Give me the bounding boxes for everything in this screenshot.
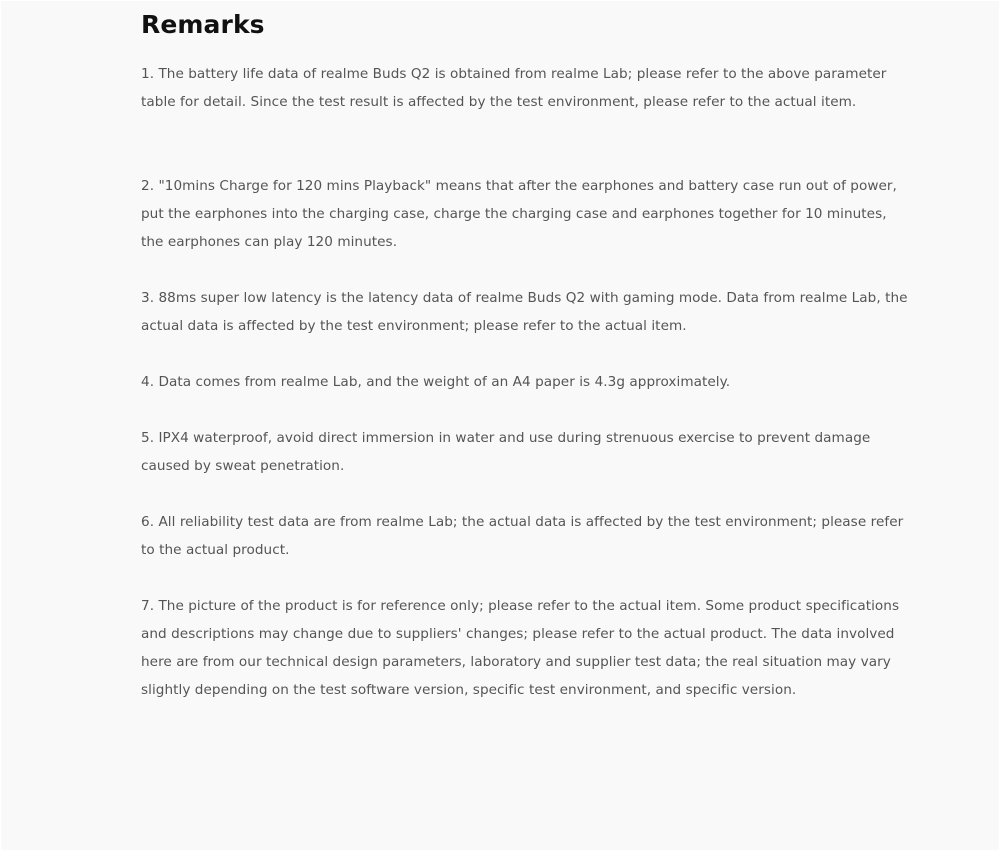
remark-line: the earphones can play 120 minutes. bbox=[141, 234, 398, 250]
remark-item-1 bbox=[141, 60, 887, 116]
remarks-page bbox=[1, 1, 999, 850]
remark-item-4 bbox=[141, 368, 871, 396]
remark-line: 4. Data comes from realme Lab, and the weight of an A4 paper is 4.3g approximately. bbox=[141, 374, 731, 390]
remark-line: 3. 88ms super low latency is the latency data of realme Buds Q2 with gaming mode. Data from realme Lab, the bbox=[141, 290, 908, 306]
remark-item-3 bbox=[141, 284, 908, 340]
remark-item-5 bbox=[141, 424, 871, 480]
remark-line: 6. All reliability test data are from realme Lab; the actual data is affected by the test environment; please refer bbox=[141, 514, 904, 530]
page-title: Remarks bbox=[141, 10, 265, 39]
remark-line: 2. "10mins Charge for 120 mins Playback" means that after the earphones and battery case run out of power, bbox=[141, 178, 897, 194]
remark-line: actual data is affected by the test environment; please refer to the actual item. bbox=[141, 318, 687, 334]
remark-line: to the actual product. bbox=[141, 542, 290, 558]
remark-line: put the earphones into the charging case, charge the charging case and earphones together for 10 minutes, bbox=[141, 206, 887, 222]
remark-line: 7. The picture of the product is for reference only; please refer to the actual item. Some product specifications bbox=[141, 598, 900, 614]
remarks-section bbox=[141, 1, 908, 698]
remark-line: and descriptions may change due to suppliers' changes; please refer to the actual product. The data involved bbox=[141, 626, 895, 642]
remark-line: 1. The battery life data of realme Buds Q2 is obtained from realme Lab; please refer to the above parameter bbox=[141, 66, 887, 82]
remark-line: here are from our technical design parameters, laboratory and supplier test data; the real situation may vary bbox=[141, 654, 891, 670]
remark-item-7 bbox=[141, 592, 900, 704]
remark-line: caused by sweat penetration. bbox=[141, 458, 345, 474]
remark-item-6 bbox=[141, 508, 904, 564]
remark-line: 5. IPX4 waterproof, avoid direct immersion in water and use during strenuous exercise to prevent damage bbox=[141, 430, 871, 446]
remark-line: slightly depending on the test software version, specific test environment, and specific version. bbox=[141, 682, 797, 698]
remark-line: table for detail. Since the test result is affected by the test environment, please refer to the actual item. bbox=[141, 94, 857, 110]
remark-item-2 bbox=[141, 172, 897, 256]
